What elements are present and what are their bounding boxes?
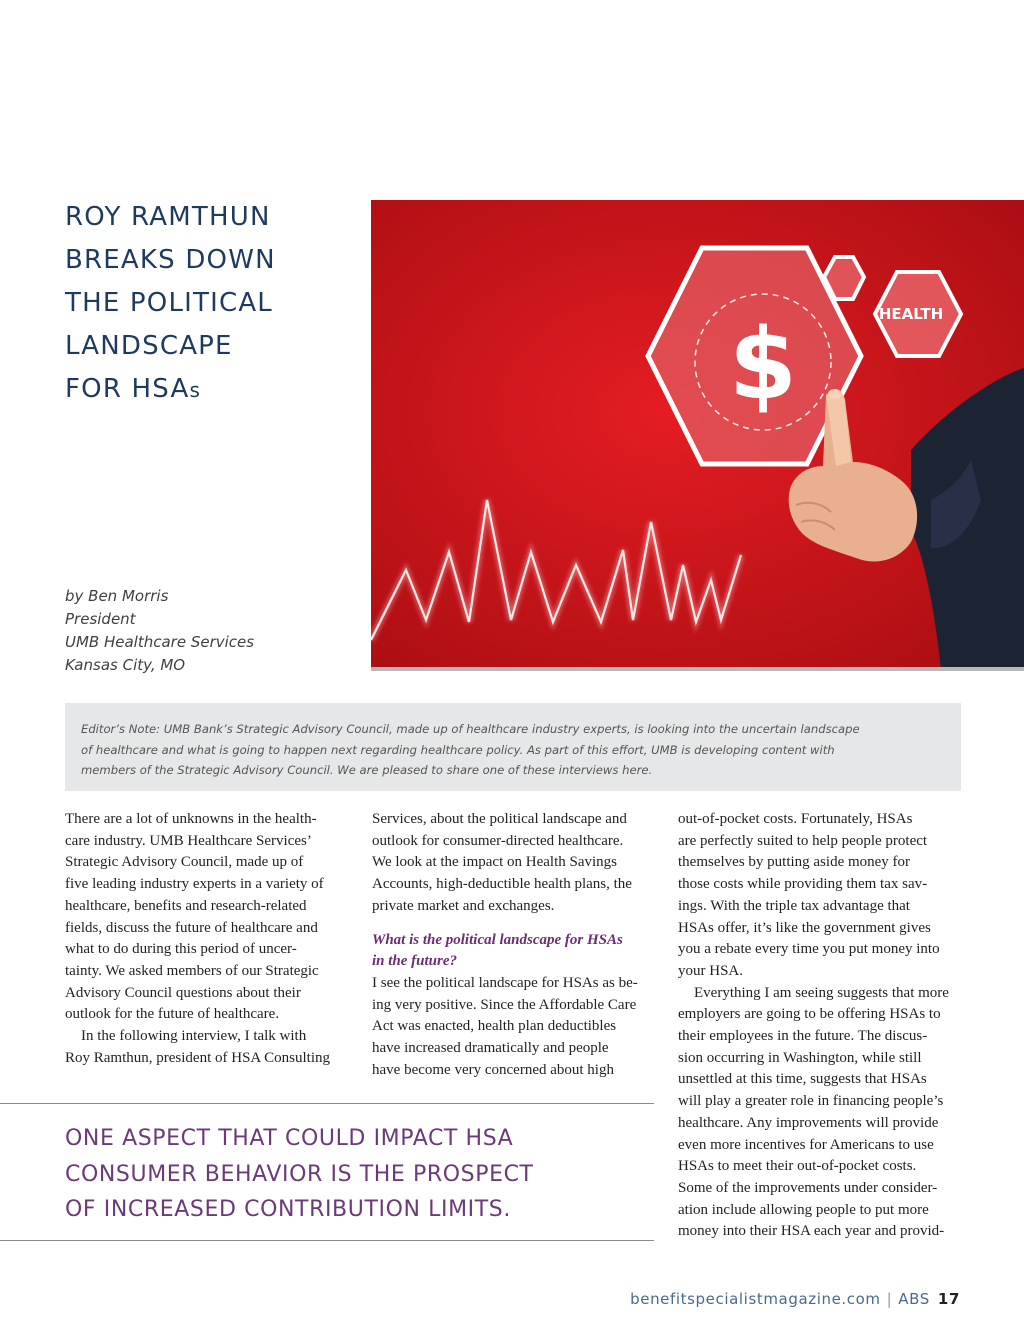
body-line: those costs while providing them tax sav- — [678, 876, 928, 893]
editor-note-line: Editor’s Note: UMB Bank’s Strategic Advisory Council, made up of healthcare industry experts, is looking into the uncertain landscape — [81, 722, 860, 736]
editor-note-line: of healthcare and what is going to happen next regarding healthcare policy. As part of this effort, UMB is developing content with — [81, 742, 835, 757]
health-badge-text: HEALTH — [878, 305, 944, 323]
body-line: Services, about the political landscape and — [372, 811, 627, 827]
pull-quote-line: ONE ASPECT THAT COULD IMPACT HSA — [65, 1126, 514, 1151]
title-line: ROY RAMTHUN — [65, 202, 271, 232]
dollar-icon: $ — [728, 308, 798, 422]
body-line: Roy Ramthun, president of HSA Consulting — [65, 1049, 331, 1066]
body-column-2 — [372, 809, 652, 1081]
title-line: LANDSCAPE — [65, 331, 233, 361]
body-line: you a rebate every time you put money into — [678, 941, 940, 958]
body-line: out-of-pocket costs. Fortunately, HSAs — [678, 811, 913, 827]
body-line: Act was enacted, health plan deductibles — [372, 1018, 617, 1035]
body-line: will play a greater role in financing people’s — [678, 1093, 944, 1110]
title-last-main: FOR HSA — [65, 374, 190, 404]
pull-quote-line: CONSUMER BEHAVIOR IS THE PROSPECT — [65, 1161, 534, 1187]
byline-location: Kansas City, MO — [65, 656, 186, 674]
body-line: Everything I am seeing suggests that more — [694, 984, 949, 1001]
body-line: private market and exchanges. — [372, 897, 555, 914]
body-line: There are a lot of unknowns in the health- — [65, 811, 317, 827]
body-line: I see the political landscape for HSAs as be- — [372, 974, 638, 991]
body-line: what to do during this period of uncer- — [65, 941, 297, 958]
byline — [65, 585, 365, 677]
footer-section: ABS — [898, 1290, 930, 1308]
editor-note-line: members of the Strategic Advisory Council. We are pleased to share one of these interviews here. — [81, 763, 653, 777]
body-line: care industry. UMB Healthcare Services’ — [65, 832, 312, 849]
body-column-1 — [65, 809, 355, 1069]
body-line: ings. With the triple tax advantage that — [678, 897, 910, 914]
body-line: even more incentives for Americans to use — [678, 1136, 934, 1153]
body-line: healthcare. Any improvements will provide — [678, 1114, 939, 1131]
footer-website: benefitspecialistmagazine.com — [630, 1290, 881, 1308]
title-last-suffix: s — [189, 378, 202, 402]
body-line: Some of the improvements under consider- — [678, 1179, 938, 1196]
body-line: HSAs offer, it’s like the government gives — [678, 919, 931, 936]
page-number: 17 — [937, 1290, 960, 1308]
body-line: In the following interview, I talk with — [81, 1028, 307, 1045]
body-line: tainty. We asked members of our Strategic — [65, 962, 319, 979]
body-line: have become very concerned about high — [372, 1061, 614, 1078]
title-line: BREAKS DOWN — [65, 245, 276, 275]
hero-bottom-strip — [371, 667, 1024, 671]
body-line: ation include allowing people to put more — [678, 1201, 929, 1218]
title-line: THE POLITICAL — [65, 288, 273, 318]
article-title — [65, 196, 365, 412]
body-line: ing very positive. Since the Affordable Care — [372, 996, 637, 1013]
editor-note — [65, 703, 961, 791]
byline-author: by Ben Morris — [65, 587, 169, 605]
body-line: your HSA. — [678, 962, 744, 979]
body-line: have increased dramatically and people — [372, 1040, 609, 1057]
body-line: money into their HSA each year and provid- — [678, 1223, 945, 1240]
body-line: are perfectly suited to help people protect — [678, 832, 928, 849]
interview-question: in the future? — [372, 953, 458, 970]
pull-quote-rule-top — [0, 1103, 654, 1104]
body-line: fields, discuss the future of healthcare and — [65, 919, 318, 936]
body-line: Accounts, high-deductible health plans, the — [372, 876, 632, 893]
interview-question: What is the political landscape for HSAs — [372, 931, 623, 948]
body-line: HSAs to meet their out-of-pocket costs. — [678, 1158, 917, 1175]
page-footer — [630, 1290, 960, 1308]
pull-quote-line: OF INCREASED CONTRIBUTION LIMITS. — [65, 1197, 511, 1222]
byline-company: UMB Healthcare Services — [65, 633, 255, 651]
body-line: healthcare, benefits and research-related — [65, 897, 307, 914]
body-line: unsettled at this time, suggests that HSAs — [678, 1071, 927, 1088]
body-line: their employees in the future. The discus- — [678, 1028, 928, 1045]
body-line: We look at the impact on Health Savings — [372, 854, 617, 871]
title-line — [65, 368, 365, 412]
body-line: outlook for consumer-directed healthcare. — [372, 832, 624, 849]
pull-quote-rule-bottom — [0, 1240, 654, 1241]
body-line: five leading industry experts in a variety of — [65, 876, 324, 893]
byline-role: President — [65, 610, 136, 628]
body-line: Advisory Council questions about their — [65, 984, 301, 1001]
pull-quote — [65, 1121, 645, 1228]
body-line: themselves by putting aside money for — [678, 854, 911, 871]
body-line: sion occurring in Washington, while still — [678, 1049, 922, 1066]
body-line: outlook for the future of healthcare. — [65, 1006, 280, 1023]
body-line: Strategic Advisory Council, made up of — [65, 854, 304, 871]
footer-separator: | — [886, 1290, 893, 1308]
body-line: employers are going to be offering HSAs to — [678, 1006, 941, 1023]
body-column-3 — [678, 809, 968, 1243]
hero-image — [371, 200, 1024, 671]
